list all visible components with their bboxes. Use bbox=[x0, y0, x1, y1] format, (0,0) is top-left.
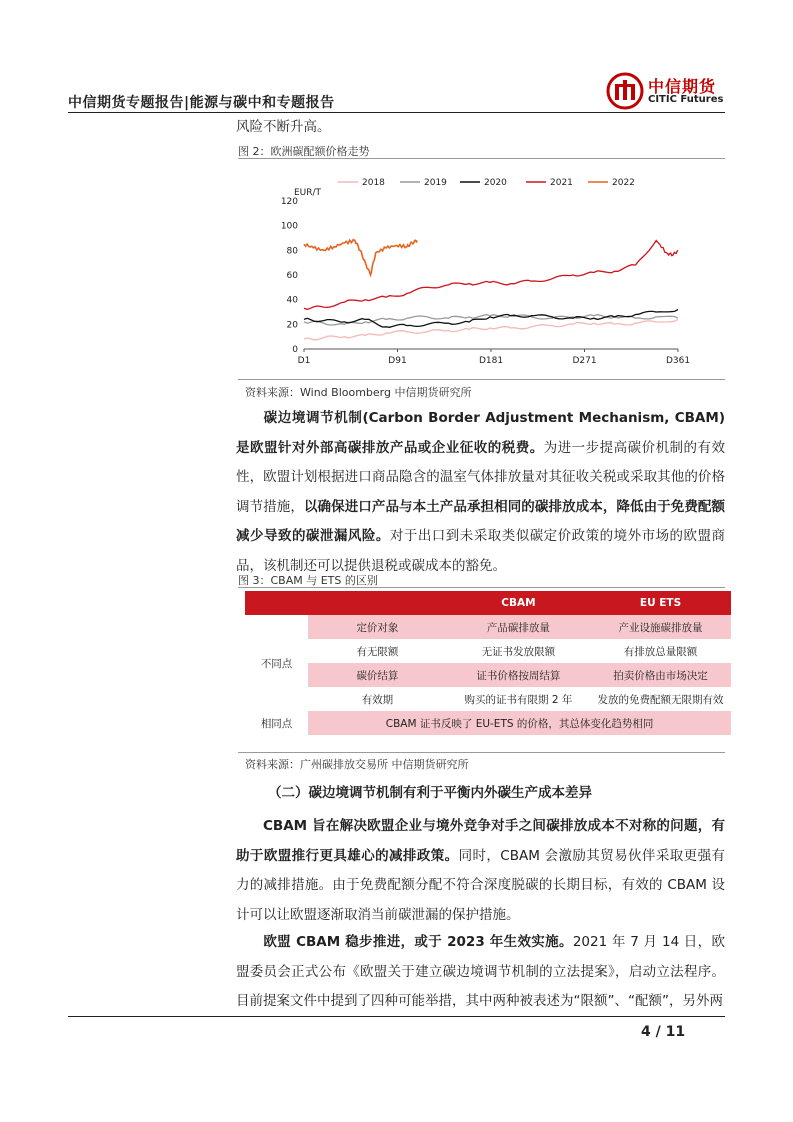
citic-futures-logo bbox=[606, 72, 726, 112]
cbam-definition-paragraph bbox=[236, 404, 725, 582]
table-header-item bbox=[308, 591, 447, 615]
para1-text-1: 为进一步提高碳价机制的有效性，欧盟计划根据进口商品隐含的温室气体排放量对其征收关税或采取其他的价格调节措施， bbox=[236, 439, 726, 515]
para1-bold-purpose: 以确保进口产品与本土产品承担相同的碳排放成本，降低由于免费配额减少导致的碳泄漏风险。 bbox=[236, 498, 726, 545]
chart-series-lines bbox=[304, 240, 678, 340]
table-row bbox=[245, 663, 731, 687]
legend-label: 2018 bbox=[362, 178, 385, 188]
table-cell-item: 有效期 bbox=[361, 693, 394, 706]
chart-x-ticks bbox=[298, 349, 690, 366]
figure3-caption: 图 3：CBAM 与 ETS 的区别 bbox=[238, 574, 378, 587]
eu-carbon-price-chart bbox=[238, 160, 725, 378]
para1-bold-definition: 碳边境调节机制(Carbon Border Adjustment Mechanism, CBAM)是欧盟针对外部高碳排放产品或企业征收的税费。 bbox=[236, 410, 725, 456]
table-cell-item: 碳价结算 bbox=[308, 663, 447, 687]
table-cell-item: 定价对象 bbox=[308, 615, 447, 639]
table-header-cbam: CBAM bbox=[447, 591, 590, 615]
y-tick-label: 80 bbox=[286, 246, 298, 257]
section-title: （二）碳边境调节机制有利于平衡内外碳生产成本差异 bbox=[268, 785, 592, 801]
x-tick-label: D91 bbox=[388, 356, 407, 366]
table-row bbox=[245, 711, 731, 735]
cbam-progress-paragraph bbox=[236, 928, 725, 1017]
figure3-rule bbox=[238, 587, 725, 588]
table-cell-ets: 拍卖价格由市场决定 bbox=[590, 663, 731, 687]
series-line-2022 bbox=[304, 240, 417, 275]
table-cell-cbam: 购买的证书有限期 2 年 bbox=[464, 693, 573, 706]
chart-y-axis-label: EUR/T bbox=[294, 188, 322, 198]
table-cell-cbam: 证书价格按周结算 bbox=[447, 663, 590, 687]
page-number: 4 / 11 bbox=[641, 1024, 686, 1040]
cbam-purpose-paragraph bbox=[236, 812, 725, 930]
y-tick-label: 0 bbox=[292, 345, 298, 355]
table-cell-cbam: 产品碳排放量 bbox=[447, 615, 590, 639]
y-tick-label: 100 bbox=[280, 221, 298, 232]
series-line-2018 bbox=[304, 319, 678, 339]
figure3-bottom-rule bbox=[238, 752, 725, 753]
footer-divider bbox=[68, 1016, 725, 1017]
y-tick-label: 60 bbox=[286, 271, 298, 281]
x-tick-label: D1 bbox=[297, 356, 311, 366]
para1-text-2: 对于出口到未采取类似碳定价政策的境外市场的欧盟商品，该机制还可以提供退税或碳成本的豁免。 bbox=[236, 528, 726, 574]
legend-label: 2021 bbox=[550, 178, 573, 188]
figure2-source: 资料来源：Wind Bloomberg 中信期货研究所 bbox=[245, 386, 472, 399]
y-tick-label: 20 bbox=[286, 320, 298, 331]
table-header-ets: EU ETS bbox=[590, 591, 731, 615]
x-tick-label: D361 bbox=[665, 356, 691, 366]
chart-legend bbox=[338, 178, 635, 188]
x-tick-label: D271 bbox=[572, 356, 597, 366]
table-cell-ets: 有排放总量限额 bbox=[623, 645, 698, 658]
figure2-rule bbox=[238, 158, 725, 159]
legend-label: 2020 bbox=[484, 178, 507, 188]
table-header-row bbox=[245, 591, 731, 615]
y-tick-label: 120 bbox=[280, 197, 298, 207]
x-tick-label: D181 bbox=[478, 356, 504, 366]
figure3-source: 资料来源：广州碳排放交易所 中信期货研究所 bbox=[245, 758, 469, 771]
cbam-ets-comparison-table bbox=[245, 591, 731, 735]
table-cell-item: 有无限额 bbox=[356, 645, 399, 658]
citic-logo-icon bbox=[606, 72, 644, 110]
table-cell-ets: 发放的免费配额无限期有效 bbox=[597, 693, 724, 706]
legend-label: 2019 bbox=[424, 178, 447, 188]
intro-line: 风险不断升高。 bbox=[236, 119, 331, 135]
y-tick-label: 40 bbox=[286, 295, 298, 306]
para2-text: 同时，CBAM 会激励其贸易伙伴采取更强有力的减排措施。由于免费配额分配不符合深度脱碳的长期目标，有效的 CBAM 设计可以让欧盟逐渐取消当前碳泄漏的保护措施。 bbox=[236, 847, 725, 923]
logo-chinese-name: 中信期货 bbox=[648, 77, 717, 96]
para2-bold: CBAM 旨在解决欧盟企业与境外竞争对手之间碳排放成本不对称的问题，有助于欧盟推行更具雄心的减排政策。 bbox=[236, 818, 725, 864]
para3-bold: 欧盟 CBAM 稳步推进，或于 2023 年生效实施。 bbox=[263, 934, 573, 950]
report-header-title: 中信期货专题报告|能源与碳中和专题报告 bbox=[68, 95, 335, 111]
table-row bbox=[245, 615, 731, 639]
table-group-same: 相同点 bbox=[260, 717, 293, 730]
table-cell-same: CBAM 证书反映了 EU-ETS 的价格，其总体变化趋势相同 bbox=[308, 711, 731, 735]
legend-label: 2022 bbox=[612, 178, 635, 188]
para3-text: 2021 年 7 月 14 日，欧盟委员会正式公布《欧盟关于建立碳边境调节机制的立法提案》，启动立法程序。目前提案文件中提到了四种可能举措，其中两种被表述为“限额”、“配额”，另外两 bbox=[236, 934, 725, 1010]
table-group-diff: 不同点 bbox=[260, 657, 293, 670]
table-header-blank bbox=[245, 591, 308, 615]
table-row bbox=[245, 639, 731, 663]
figure2-bottom-rule bbox=[238, 379, 725, 380]
figure2-caption: 图 2：欧洲碳配额价格走势 bbox=[238, 145, 370, 158]
logo-english-name: CITIC Futures bbox=[648, 94, 724, 105]
table-cell-cbam: 无证书发放限额 bbox=[481, 645, 556, 658]
table-cell-ets: 产业设施碳排放量 bbox=[590, 615, 731, 639]
chart-y-ticks bbox=[281, 197, 298, 355]
table-row bbox=[245, 687, 731, 711]
